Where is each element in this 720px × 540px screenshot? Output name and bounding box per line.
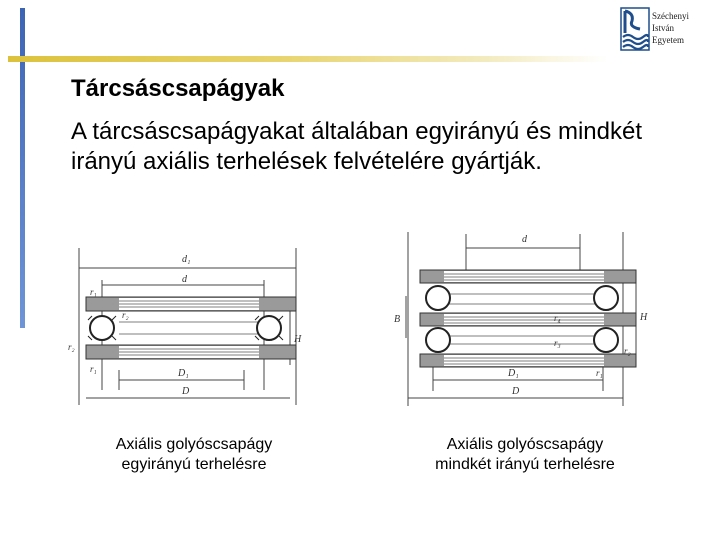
label-r2-left: r₂ [68, 342, 75, 352]
university-logo [620, 7, 715, 52]
slide-title: Tárcsáscsapágyak [71, 75, 285, 102]
label-b: B [394, 314, 401, 325]
label-r4: r₄ [554, 313, 561, 323]
label-r1-top: r₁ [90, 287, 97, 297]
figure-caption-right [385, 435, 665, 475]
caption-left-line-2: egyirányú terhelésre [121, 456, 267, 473]
label-r2: r₂ [122, 310, 129, 320]
label-h: H [640, 312, 648, 323]
accent-bar-horizontal [8, 56, 608, 62]
label-r3: r₃ [554, 338, 561, 348]
figure-caption-left [64, 435, 324, 475]
logo-text [652, 10, 689, 46]
caption-left-line-1: Axiális golyóscsapágy [115, 436, 273, 453]
label-D1: D₁ [178, 368, 189, 379]
label-r2: r₂ [624, 346, 631, 356]
logo-line-2: István [652, 23, 674, 33]
label-d: d [182, 274, 187, 285]
logo-line-1: Széchenyi [652, 11, 689, 21]
logo-line-3: Egyetem [652, 35, 684, 45]
label-D: D [512, 386, 520, 397]
slide-body-text: A tárcsáscsapágyakat általában egyirányú és mindkét irányú axiális terhelések felvételére gyártják. [71, 118, 642, 175]
label-D: D [182, 386, 190, 397]
single-direction-bearing-drawing [64, 240, 324, 415]
caption-right-line-1: Axiális golyóscsapágy [446, 436, 604, 453]
label-d: d [522, 234, 527, 245]
label-r1-bottom: r₁ [90, 364, 97, 374]
label-r1: r₁ [596, 368, 603, 378]
label-d1: d₁ [182, 254, 191, 265]
university-logo-icon [620, 7, 650, 51]
caption-right-line-2: mindkét irányú terhelésre [435, 456, 615, 473]
label-h: H [294, 334, 302, 345]
label-D1: D₁ [508, 368, 519, 379]
double-direction-bearing-drawing [378, 226, 658, 416]
